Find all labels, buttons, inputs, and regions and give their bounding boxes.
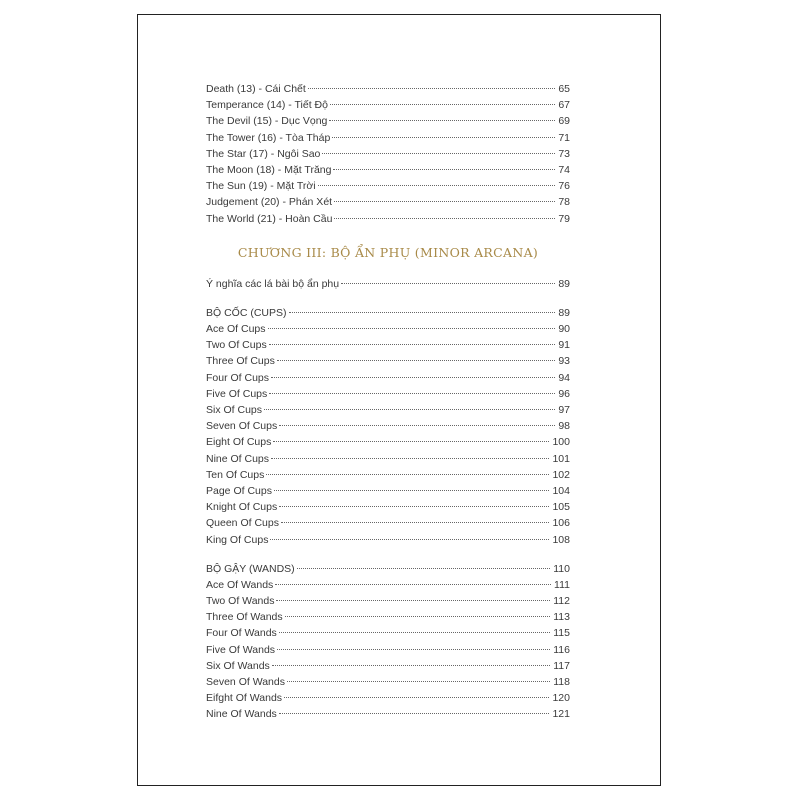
toc-entry-title: Queen Of Cups xyxy=(206,517,279,530)
toc-entry-page: 73 xyxy=(558,147,570,160)
toc-entry-title: Seven Of Cups xyxy=(206,420,278,433)
toc-entry xyxy=(206,530,570,546)
chapter-title: CHƯƠNG III: BỘ ẨN PHỤ (MINOR ARCANA) xyxy=(237,244,539,260)
toc-entry-title: Seven Of Wands xyxy=(206,676,285,688)
dot-leader xyxy=(329,108,555,121)
cups-entries xyxy=(206,303,570,546)
dot-leader xyxy=(277,637,550,650)
toc-entry-page: 117 xyxy=(553,659,570,672)
toc-entry-page: 118 xyxy=(553,676,570,688)
dot-leader xyxy=(270,527,549,540)
toc-entry-page: 111 xyxy=(554,578,570,591)
dot-leader xyxy=(289,300,556,313)
toc-entry-title: The Moon (18) - Mặt Trăng xyxy=(206,163,332,176)
dot-leader xyxy=(341,271,555,284)
dot-leader xyxy=(334,189,555,202)
toc-entry xyxy=(206,209,570,225)
toc-entry-title: The Devil (15) - Dục Vọng xyxy=(206,115,328,128)
toc-entry-title: Six Of Cups xyxy=(206,404,263,416)
toc-entry-page: 105 xyxy=(552,501,570,514)
dot-leader xyxy=(277,348,555,361)
toc-entry-page: 89 xyxy=(558,306,570,319)
major-arcana-entries xyxy=(206,79,570,225)
dot-leader xyxy=(287,669,550,682)
dot-leader xyxy=(271,365,555,378)
toc-entry-title: The World (21) - Hoàn Cầu xyxy=(206,212,333,225)
dot-leader xyxy=(334,206,555,219)
toc-entry-page: 93 xyxy=(558,355,570,368)
book-page xyxy=(137,14,661,786)
toc-entry-title: Eifght Of Wands xyxy=(206,692,283,705)
toc-entry-title: Ý nghĩa các lá bài bộ ẩn phụ xyxy=(206,277,340,290)
dot-leader xyxy=(322,141,555,154)
toc-entry-title: Nine Of Cups xyxy=(206,452,270,465)
dot-leader xyxy=(285,604,551,617)
toc-entry-page: 89 xyxy=(558,277,570,290)
dot-leader xyxy=(330,92,555,105)
toc-entry-page: 104 xyxy=(552,484,570,497)
toc-entry-title: Page Of Cups xyxy=(206,484,272,497)
dot-leader xyxy=(273,429,549,442)
dot-leader xyxy=(264,397,555,410)
toc-entry-page: 91 xyxy=(558,339,570,352)
toc-entry-title: Four Of Cups xyxy=(206,371,270,384)
toc-entry-title: Six Of Wands xyxy=(206,659,270,672)
dot-leader xyxy=(308,76,556,89)
toc-entry-title: The Tower (16) - Tòa Tháp xyxy=(206,131,331,144)
toc-entry-title: Ace Of Cups xyxy=(206,323,266,336)
toc-entry-title: Eight Of Cups xyxy=(206,436,272,449)
toc-entry-page: 69 xyxy=(558,115,570,128)
toc-entry-title: The Sun (19) - Mặt Trời xyxy=(206,180,316,193)
toc-entry-title: Death (13) - Cái Chết xyxy=(206,83,306,95)
toc-entry-page: 90 xyxy=(558,323,570,336)
toc-entry-page: 101 xyxy=(552,452,570,465)
toc-entry xyxy=(206,704,570,720)
dot-leader xyxy=(271,446,549,459)
toc-entry-title: Two Of Wands xyxy=(206,595,275,608)
toc-entry-title: Ace Of Wands xyxy=(206,578,274,591)
dot-leader xyxy=(274,478,550,491)
toc-entry-page: 94 xyxy=(558,371,570,384)
toc-entry-page: 113 xyxy=(553,611,570,624)
toc-entry-page: 121 xyxy=(552,708,570,721)
toc-entry-title: BỘ CỐC (CUPS) xyxy=(206,306,287,319)
toc-entry-page: 110 xyxy=(553,562,570,575)
dot-leader xyxy=(333,157,555,170)
toc-entry-page: 98 xyxy=(558,420,570,433)
toc-entry-page: 67 xyxy=(558,99,570,112)
toc-entry-page: 108 xyxy=(552,533,570,546)
toc-entry-title: Nine Of Wands xyxy=(206,708,277,721)
toc-entry-page: 116 xyxy=(553,643,570,656)
toc-entry-page: 97 xyxy=(558,404,570,416)
dot-leader xyxy=(275,572,551,585)
toc-entry-title: Four Of Wands xyxy=(206,627,277,640)
toc-entry-title: Five Of Wands xyxy=(206,643,276,656)
toc-entry-page: 71 xyxy=(558,131,570,144)
toc-entry-page: 106 xyxy=(552,517,570,530)
dot-leader xyxy=(297,556,551,569)
dot-leader xyxy=(281,510,550,523)
dot-leader xyxy=(332,125,555,138)
toc-entry-page: 65 xyxy=(558,83,570,95)
dot-leader xyxy=(268,316,556,329)
toc-entry-page: 112 xyxy=(553,595,570,608)
toc-entry-page: 78 xyxy=(558,196,570,209)
toc-entry-title: Two Of Cups xyxy=(206,339,267,352)
dot-leader xyxy=(279,413,555,426)
toc-entry-page: 76 xyxy=(558,180,570,193)
dot-leader xyxy=(276,588,550,601)
toc-entry-page: 96 xyxy=(558,387,570,400)
table-of-contents xyxy=(206,79,570,721)
toc-entry-title: Knight Of Cups xyxy=(206,501,278,514)
dot-leader xyxy=(279,620,550,633)
dot-leader xyxy=(279,701,550,714)
dot-leader xyxy=(279,494,549,507)
dot-leader xyxy=(269,332,556,345)
dot-leader xyxy=(266,462,549,475)
toc-entry-title: The Star (17) - Ngôi Sao xyxy=(206,147,321,160)
toc-entry-title: BỘ GẬY (WANDS) xyxy=(206,562,295,575)
toc-entry-page: 74 xyxy=(558,163,570,176)
dot-leader xyxy=(269,381,555,394)
toc-entry-page: 115 xyxy=(553,627,570,640)
dot-leader xyxy=(318,173,556,186)
toc-entry-title: Three Of Wands xyxy=(206,611,283,624)
toc-entry-title: Three Of Cups xyxy=(206,355,275,368)
toc-entry-page: 120 xyxy=(552,692,570,705)
toc-entry-page: 102 xyxy=(552,468,570,481)
toc-entry-page: 100 xyxy=(552,436,570,449)
toc-entry-title: Judgement (20) - Phán Xét xyxy=(206,196,333,209)
dot-leader xyxy=(272,653,550,666)
toc-entry-title: Ten Of Cups xyxy=(206,468,265,481)
dot-leader xyxy=(284,685,549,698)
toc-entry-page: 79 xyxy=(558,212,570,225)
toc-entry-title: Temperance (14) - Tiết Độ xyxy=(206,99,328,112)
wands-entries xyxy=(206,559,570,721)
toc-entry-title: Five Of Cups xyxy=(206,387,268,400)
toc-entry-title: King Of Cups xyxy=(206,533,269,546)
toc-entry-intro xyxy=(206,274,570,290)
